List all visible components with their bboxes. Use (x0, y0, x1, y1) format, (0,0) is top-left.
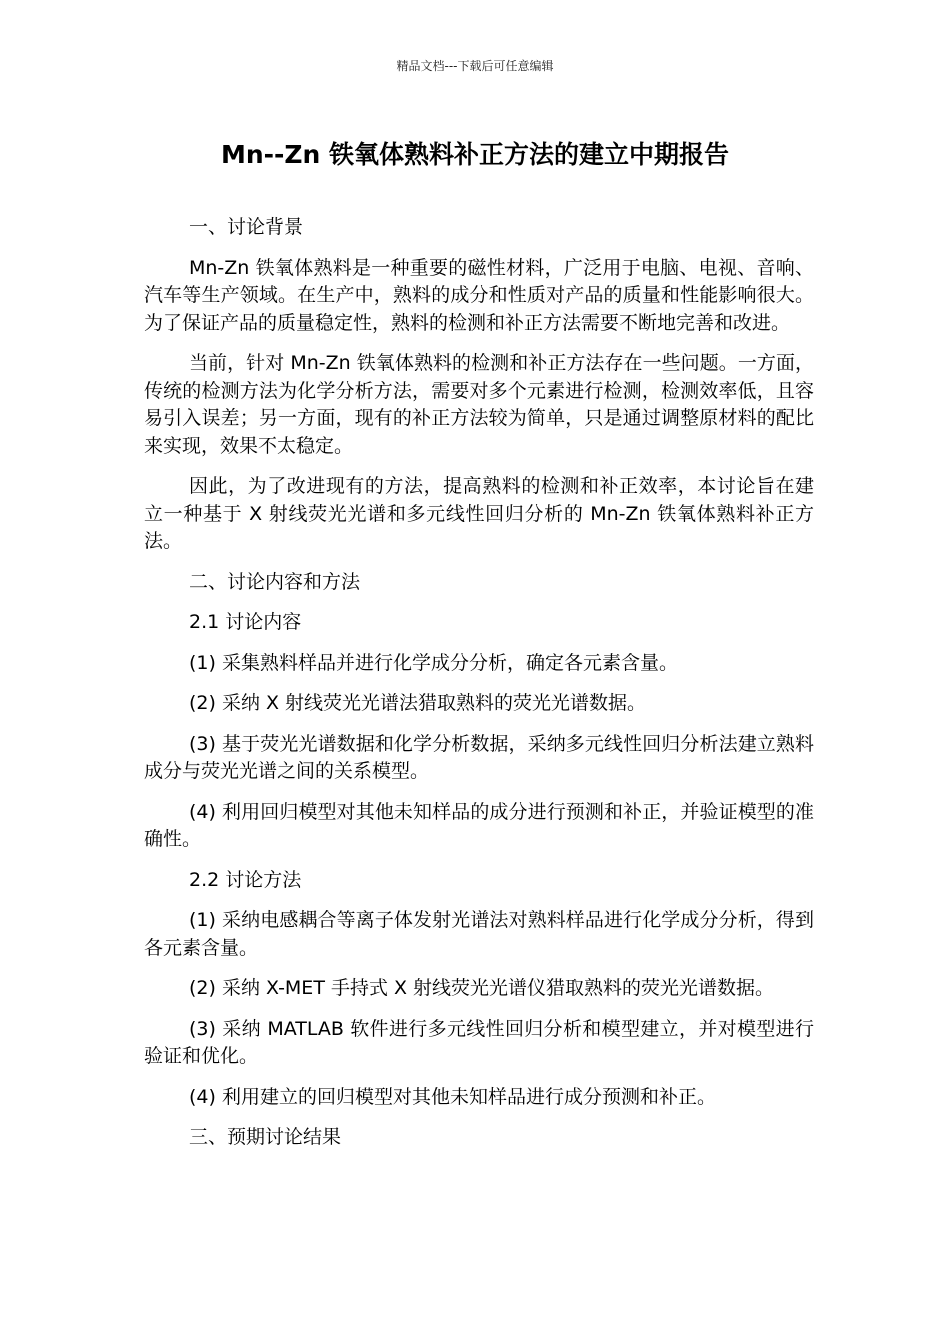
paragraph-research-aim: 因此，为了改进现有的方法，提高熟料的检测和补正效率，本讨论旨在建立一种基于 X 射线荧光光谱和多元线性回归分析的 Mn-Zn 铁氧体熟料补正方法。 (144, 475, 814, 552)
list-item-content-2: (2) 采纳 X 射线荧光光谱法猎取熟料的荧光光谱数据。 (189, 692, 647, 714)
list-item-method-1: (1) 采纳电感耦合等离子体发射光谱法对熟料样品进行化学成分分析，得到各元素含量。 (144, 909, 814, 959)
paragraph-current-problems: 当前，针对 Mn-Zn 铁氧体熟料的检测和补正方法存在一些问题。一方面，传统的检测方法为化学分析方法，需要对多个元素进行检测，检测效率低，且容易引入误差；另一方面，现有的补正方法较为简单，只是通过调整原材料的配比来实现，效果不太稳定。 (144, 352, 814, 457)
section-heading-expected-results: 三、预期讨论结果 (189, 1126, 342, 1148)
section-heading-content-methods: 二、讨论内容和方法 (189, 570, 361, 593)
page-header-note: 精品文档---下载后可任意编辑 (396, 59, 554, 73)
list-item-method-3: (3) 采纳 MATLAB 软件进行多元线性回归分析和模型建立，并对模型进行验证和优化。 (144, 1017, 814, 1067)
list-item-content-1: (1) 采集熟料样品并进行化学成分分析，确定各元素含量。 (189, 651, 678, 674)
list-item-method-2: (2) 采纳 X-MET 手持式 X 射线荧光光谱仪猎取熟料的荧光光谱数据。 (189, 977, 775, 999)
list-item-content-3: (3) 基于荧光光谱数据和化学分析数据，采纳多元线性回归分析法建立熟料成分与荧光光谱之间的关系模型。 (144, 732, 814, 782)
paragraph-background-intro: Mn-Zn 铁氧体熟料是一种重要的磁性材料，广泛用于电脑、电视、音响、汽车等生产领域。在生产中，熟料的成分和性质对产品的质量和性能影响很大。为了保证产品的质量稳定性，熟料的检测和补正方法需要不断地完善和改进。 (144, 256, 814, 334)
list-item-content-4: (4) 利用回归模型对其他未知样品的成分进行预测和补正，并验证模型的准确性。 (144, 800, 814, 850)
document-title: Mn--Zn 铁氧体熟料补正方法的建立中期报告 (220, 140, 730, 169)
section-heading-background: 一、讨论背景 (189, 216, 304, 238)
subsection-heading-methods: 2.2 讨论方法 (189, 868, 302, 891)
document-body (144, 214, 814, 1165)
list-item-method-4: (4) 利用建立的回归模型对其他未知样品进行成分预测和补正。 (189, 1085, 716, 1108)
subsection-heading-content: 2.1 讨论内容 (189, 611, 302, 633)
